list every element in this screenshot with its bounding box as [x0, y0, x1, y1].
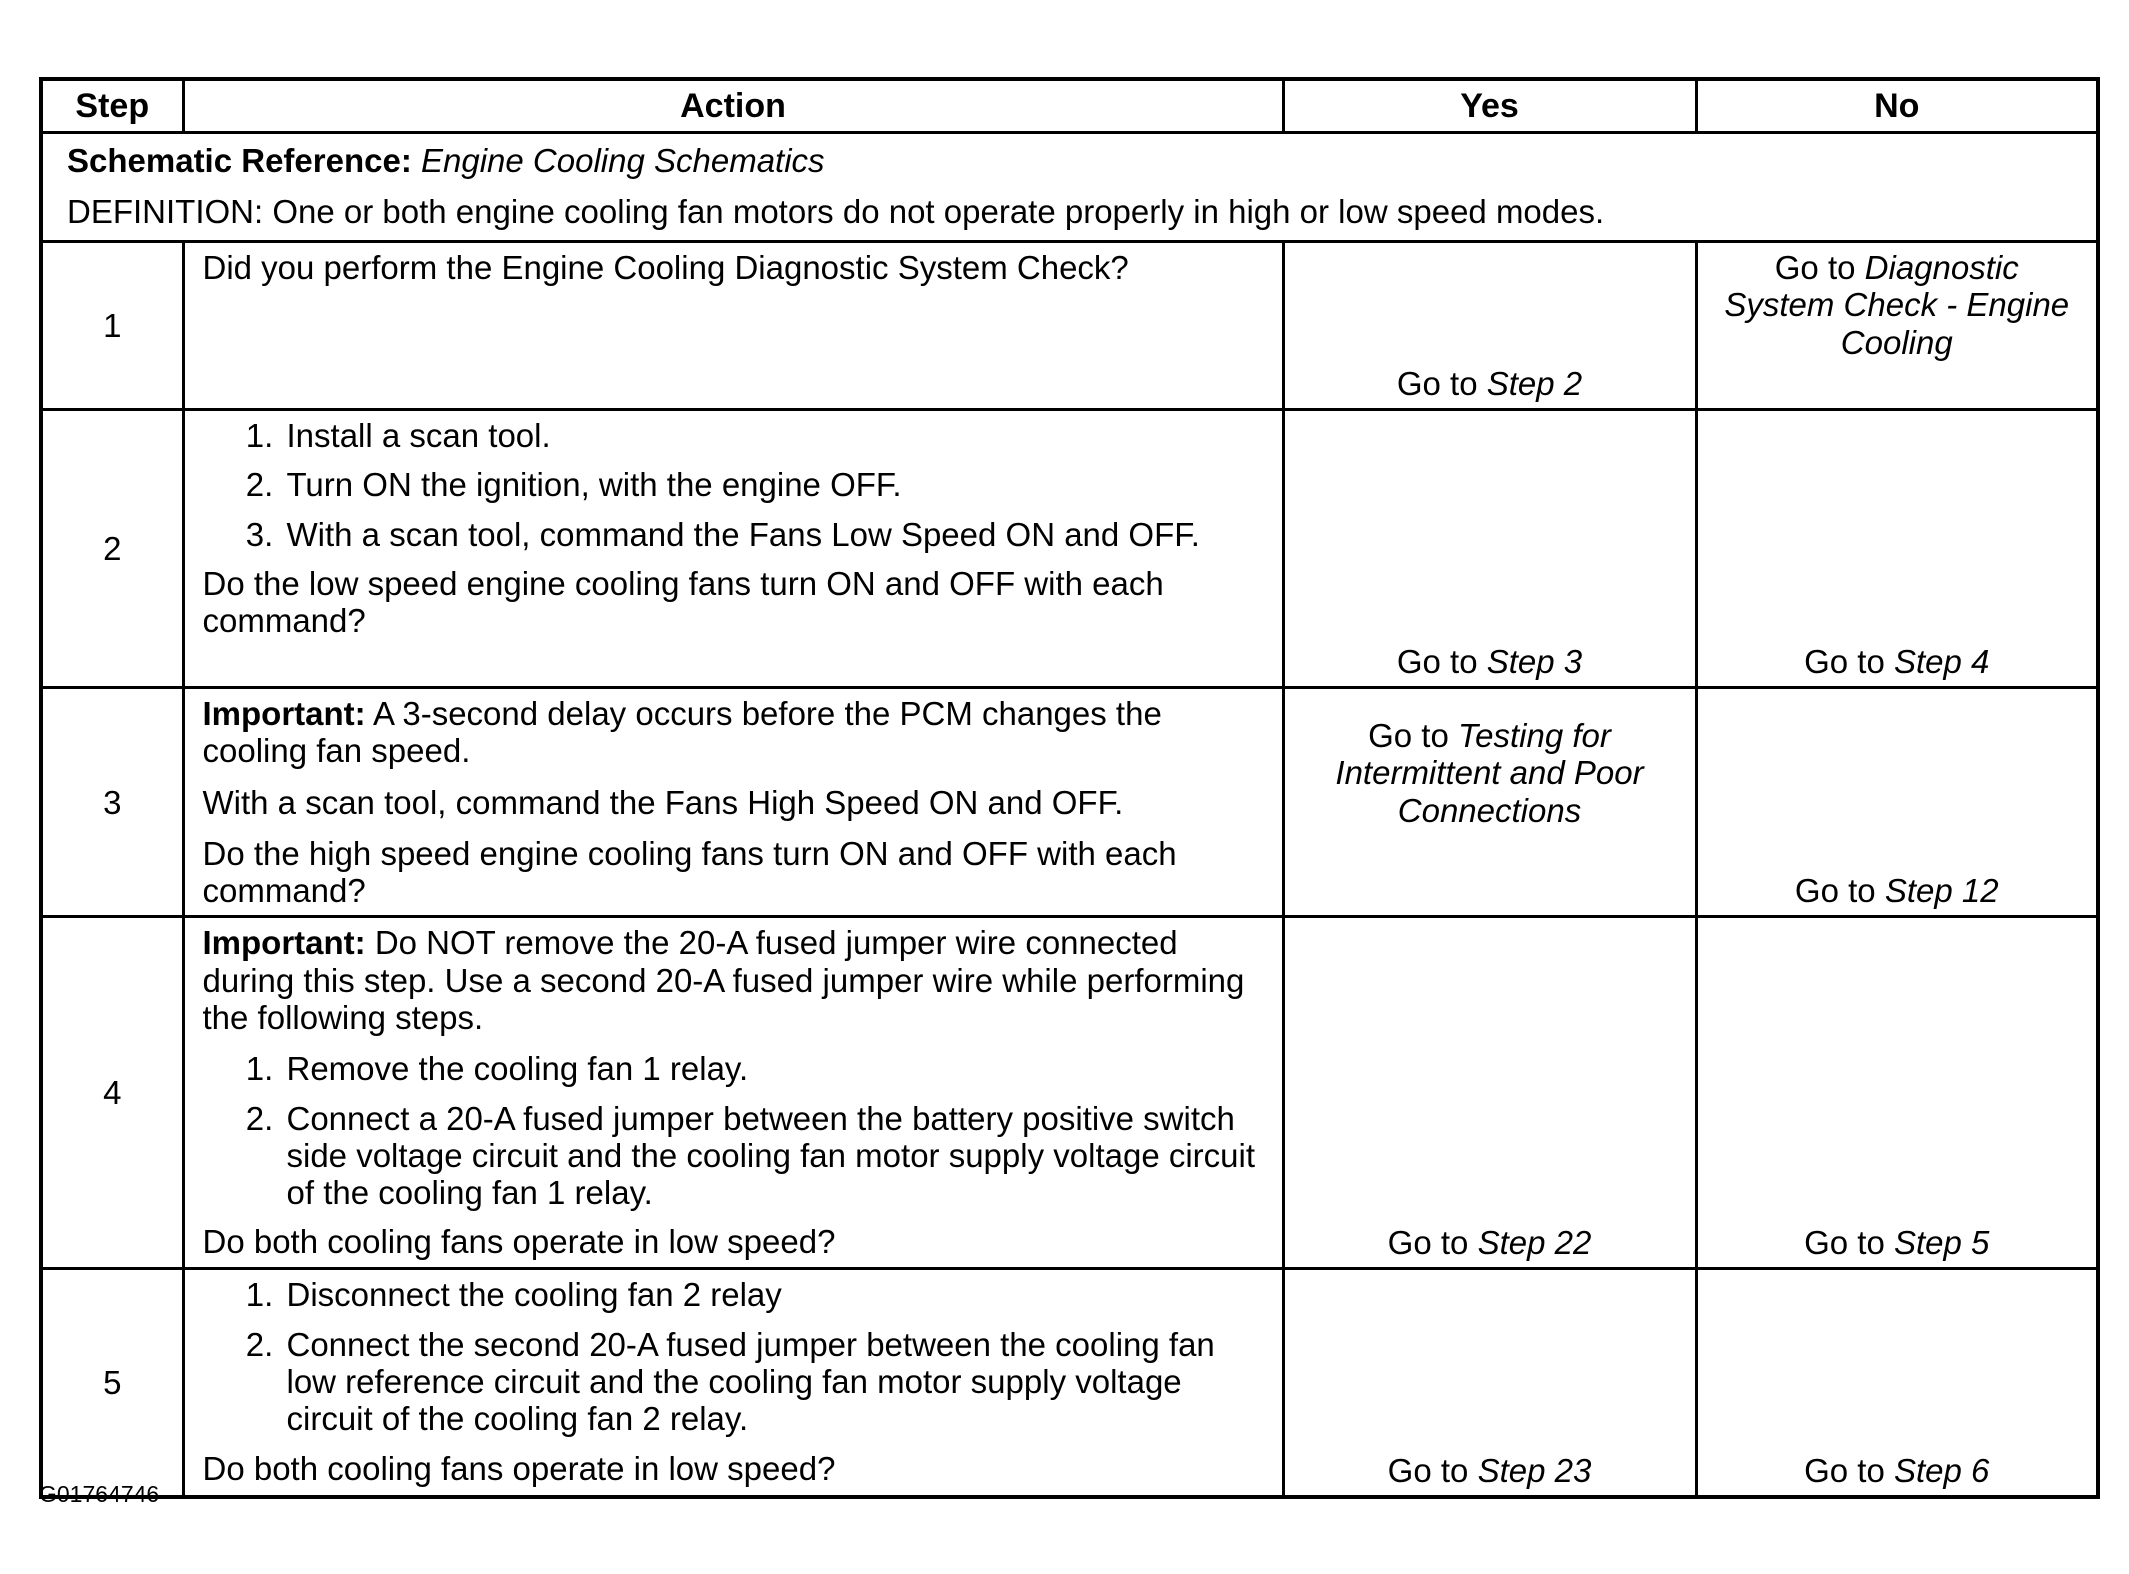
schematic-reference — [67, 142, 2072, 179]
table-row — [41, 242, 2098, 410]
no-result: Go to Diagnostic System Check - Engine Cooling — [1724, 249, 2070, 361]
yes-result: Go to Step 22 — [1387, 1224, 1592, 1262]
action-cell — [183, 410, 1283, 688]
no-result: Go to Step 4 — [1804, 642, 1990, 680]
step-question: Do the high speed engine cooling fans turn ON and OFF with each command? — [202, 834, 1177, 910]
list-item: 2. Connect the second 20-A fused jumper between the cooling fan low reference circuit and the cooling fan motor supply voltage circuit of the cooling fan 2 relay. — [283, 1326, 1264, 1438]
step-question: Do both cooling fans operate in low speed? — [202, 1223, 836, 1261]
yes-step-link[interactable]: Step 22 — [1477, 1224, 1592, 1262]
definition-text: DEFINITION: One or both engine cooling fan motors do not operate properly in high or low speed modes. — [67, 193, 1605, 231]
header-yes: Yes — [1283, 79, 1696, 133]
no-cell — [1696, 242, 2098, 410]
schematic-reference-link[interactable]: Engine Cooling Schematics — [421, 142, 825, 179]
reference-row — [41, 133, 2098, 242]
important-label: Important: — [202, 695, 366, 732]
no-step-link[interactable]: Step 5 — [1893, 1224, 1990, 1262]
schematic-reference-label: Schematic Reference: — [67, 142, 412, 179]
yes-cell — [1283, 688, 1696, 917]
no-cell — [1696, 1269, 2098, 1497]
important-label: Important: — [202, 924, 366, 962]
list-item: 3. With a scan tool, command the Fans Low Speed ON and OFF. — [283, 516, 1264, 553]
step-question: Do the low speed engine cooling fans turn ON and OFF with each command? — [202, 564, 1164, 640]
step-question: Did you perform the Engine Cooling Diagnostic System Check? — [202, 249, 1129, 286]
action-cell — [183, 242, 1283, 410]
step-question: Do both cooling fans operate in low speed? — [202, 1449, 836, 1487]
table-row — [41, 1269, 2098, 1497]
header-action: Action — [183, 79, 1283, 133]
step-list — [203, 1276, 1264, 1437]
no-cell — [1696, 917, 2098, 1269]
no-result: Go to Step 12 — [1794, 872, 1999, 910]
no-result: Go to Step 6 — [1804, 1451, 1990, 1489]
yes-step-link[interactable]: Testing for Intermittent and Poor Connections — [1335, 717, 1644, 829]
no-cell — [1696, 688, 2098, 917]
yes-step-link[interactable]: Step 23 — [1477, 1451, 1592, 1489]
no-result: Go to Step 5 — [1804, 1224, 1990, 1262]
step-list — [203, 417, 1264, 553]
yes-cell — [1283, 1269, 1696, 1497]
action-cell — [183, 917, 1283, 1269]
action-cell — [183, 688, 1283, 917]
step-instruction: With a scan tool, command the Fans High Speed ON and OFF. — [202, 783, 1124, 821]
yes-step-link[interactable]: Step 3 — [1486, 642, 1583, 680]
yes-cell — [1283, 917, 1696, 1269]
list-item: 1. Install a scan tool. — [283, 417, 1264, 454]
header-no: No — [1696, 79, 2098, 133]
no-step-link[interactable]: Step 12 — [1884, 872, 1999, 910]
header-step: Step — [41, 79, 183, 133]
reference-cell — [41, 133, 2098, 242]
no-step-link[interactable]: Step 4 — [1893, 642, 1990, 680]
yes-cell — [1283, 242, 1696, 410]
list-item: 1. Disconnect the cooling fan 2 relay — [283, 1276, 1264, 1313]
step-number: 2 — [41, 410, 183, 688]
figure-code: G01764746 — [39, 1481, 160, 1507]
step-number: 4 — [41, 917, 183, 1269]
step-number: 5 — [41, 1269, 183, 1497]
table-row — [41, 917, 2098, 1269]
no-step-link[interactable]: Diagnostic System Check - Engine Cooling — [1724, 249, 2070, 361]
yes-result: Go to Step 23 — [1387, 1451, 1592, 1489]
list-item: 1. Remove the cooling fan 1 relay. — [283, 1050, 1264, 1087]
no-step-link[interactable]: Step 6 — [1893, 1451, 1990, 1489]
yes-result: Go to Testing for Intermittent and Poor Connections — [1335, 717, 1644, 829]
yes-result: Go to Step 3 — [1396, 642, 1583, 680]
table-row — [41, 688, 2098, 917]
list-item: 2. Turn ON the ignition, with the engine OFF. — [283, 466, 1264, 503]
step-number: 3 — [41, 688, 183, 917]
yes-result: Go to Step 2 — [1396, 364, 1583, 402]
table-row — [41, 410, 2098, 688]
no-cell — [1696, 410, 2098, 688]
header-row — [41, 79, 2098, 133]
action-cell — [183, 1269, 1283, 1497]
important-note: Important: Do NOT remove the 20-A fused jumper wire connected during this step. Use a second 20-A fused jumper wire while performing the following steps. — [202, 924, 1245, 1036]
yes-step-link[interactable]: Step 2 — [1486, 364, 1583, 402]
list-item: 2. Connect a 20-A fused jumper between the battery positive switch side voltage circuit and the cooling fan motor supply voltage circuit of the cooling fan 1 relay. — [283, 1100, 1264, 1212]
yes-cell — [1283, 410, 1696, 688]
step-number: 1 — [41, 242, 183, 410]
important-note: Important: A 3-second delay occurs before the PCM changes the cooling fan speed. — [202, 695, 1162, 770]
diagnostic-table — [39, 77, 2100, 1499]
step-list — [203, 1050, 1264, 1211]
